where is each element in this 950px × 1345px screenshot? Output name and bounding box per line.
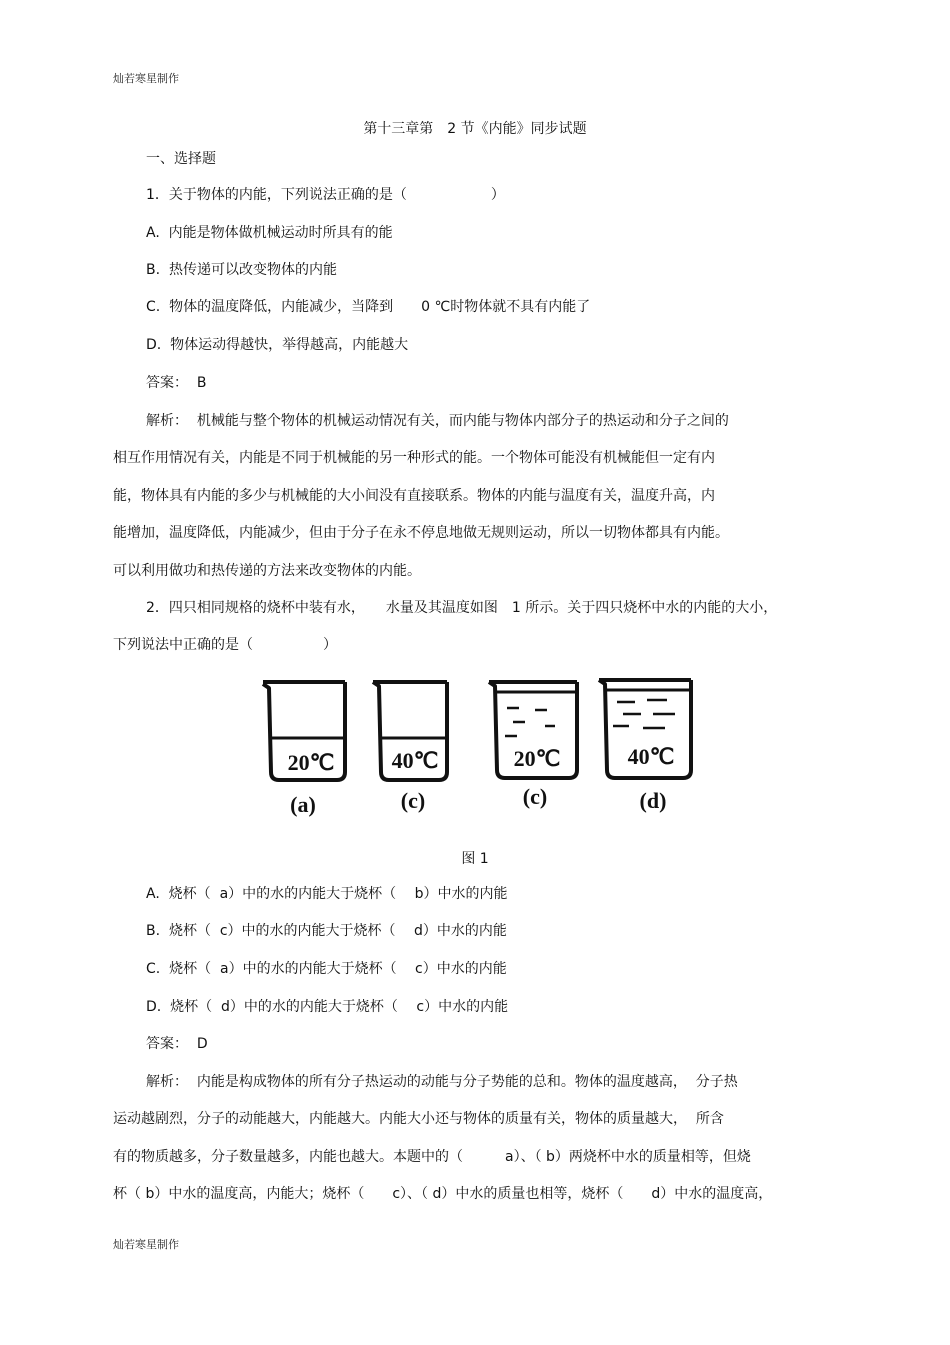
footer-watermark: 灿若寒星制作 (113, 1238, 179, 1251)
q1-analysis-line: 能，物体具有内能的多少与机械能的大小间没有直接联系。物体的内能与温度有关，温度升高，内 (113, 488, 715, 504)
q1-stem: 1．关于物体的内能，下列说法正确的是（ ） (146, 187, 505, 203)
beaker-a-label: (a) (290, 792, 316, 817)
q2-answer: 答案： D (146, 1036, 208, 1052)
beaker-d-temp: 40℃ (627, 744, 675, 769)
q1-option-c: C. 物体的温度降低，内能减少，当降到 0 ℃时物体就不具有内能了 (146, 299, 591, 315)
beaker-c-label: (c) (522, 784, 548, 809)
section-heading: 一、选择题 (146, 151, 216, 167)
q2-option-c: C. 烧杯（ a）中的水的内能大于烧杯（ c）中水的内能 (146, 961, 507, 977)
q1-option-d: D. 物体运动得越快，举得越高，内能越大 (146, 337, 409, 353)
q2-option-d: D. 烧杯（ d）中的水的内能大于烧杯（ c）中水的内能 (146, 999, 509, 1015)
q2-option-a: A. 烧杯（ a）中的水的内能大于烧杯（ b）中水的内能 (146, 886, 508, 902)
q2-analysis-line: 杯（ b）中水的温度高，内能大；烧杯（ c）、（ d）中水的质量也相等，烧杯（ d）中水的温度高， (113, 1186, 773, 1202)
beaker-b-label: (c) (400, 788, 426, 813)
q2-analysis-line: 有的物质越多，分子数量越多，内能也越大。本题中的（ a）、（ b）两烧杯中水的质量相等，但烧 (113, 1149, 751, 1165)
q1-analysis-line: 能增加，温度降低，内能减少，但由于分子在永不停息地做无规则运动，所以一切物体都具有内能。 (113, 525, 729, 541)
beaker-c-temp: 20℃ (513, 746, 561, 771)
beaker-a-temp: 20℃ (287, 750, 335, 775)
figure-caption: 图 1 (461, 851, 489, 867)
beaker-b-temp: 40℃ (391, 748, 439, 773)
q2-analysis-line: 解析： 内能是构成物体的所有分子热运动的动能与分子势能的总和。物体的温度越高， 分子热 (146, 1074, 738, 1090)
q2-stem-line1: 2．四只相同规格的烧杯中装有水， 水量及其温度如图 1 所示。关于四只烧杯中水的内能的大小， (146, 600, 778, 616)
water-dashes (505, 700, 675, 736)
q1-analysis-line: 可以利用做功和热传递的方法来改变物体的内能。 (113, 563, 421, 579)
header-watermark: 灿若寒星制作 (113, 72, 179, 85)
q1-answer: 答案： B (146, 375, 207, 391)
q1-option-a: A. 内能是物体做机械运动时所具有的能 (146, 225, 393, 241)
page-title: 第十三章第 2 节《内能》同步试题 (363, 121, 587, 137)
beaker-figure (255, 670, 705, 830)
q1-analysis-line: 相互作用情况有关，内能是不同于机械能的另一种形式的能。一个物体可能没有机械能但一定有内 (113, 450, 715, 466)
q2-analysis-line: 运动越剧烈，分子的动能越大，内能越大。内能大小还与物体的质量有关，物体的质量越大， 所含 (113, 1111, 724, 1127)
beaker-d-label: (d) (639, 788, 667, 813)
q2-option-b: B. 烧杯（ c）中的水的内能大于烧杯（ d）中水的内能 (146, 923, 507, 939)
q2-stem-line2: 下列说法中正确的是（ ） (113, 637, 337, 653)
q1-option-b: B. 热传递可以改变物体的内能 (146, 262, 337, 278)
q1-analysis-line: 解析： 机械能与整个物体的机械运动情况有关，而内能与物体内部分子的热运动和分子之间的 (146, 413, 729, 429)
